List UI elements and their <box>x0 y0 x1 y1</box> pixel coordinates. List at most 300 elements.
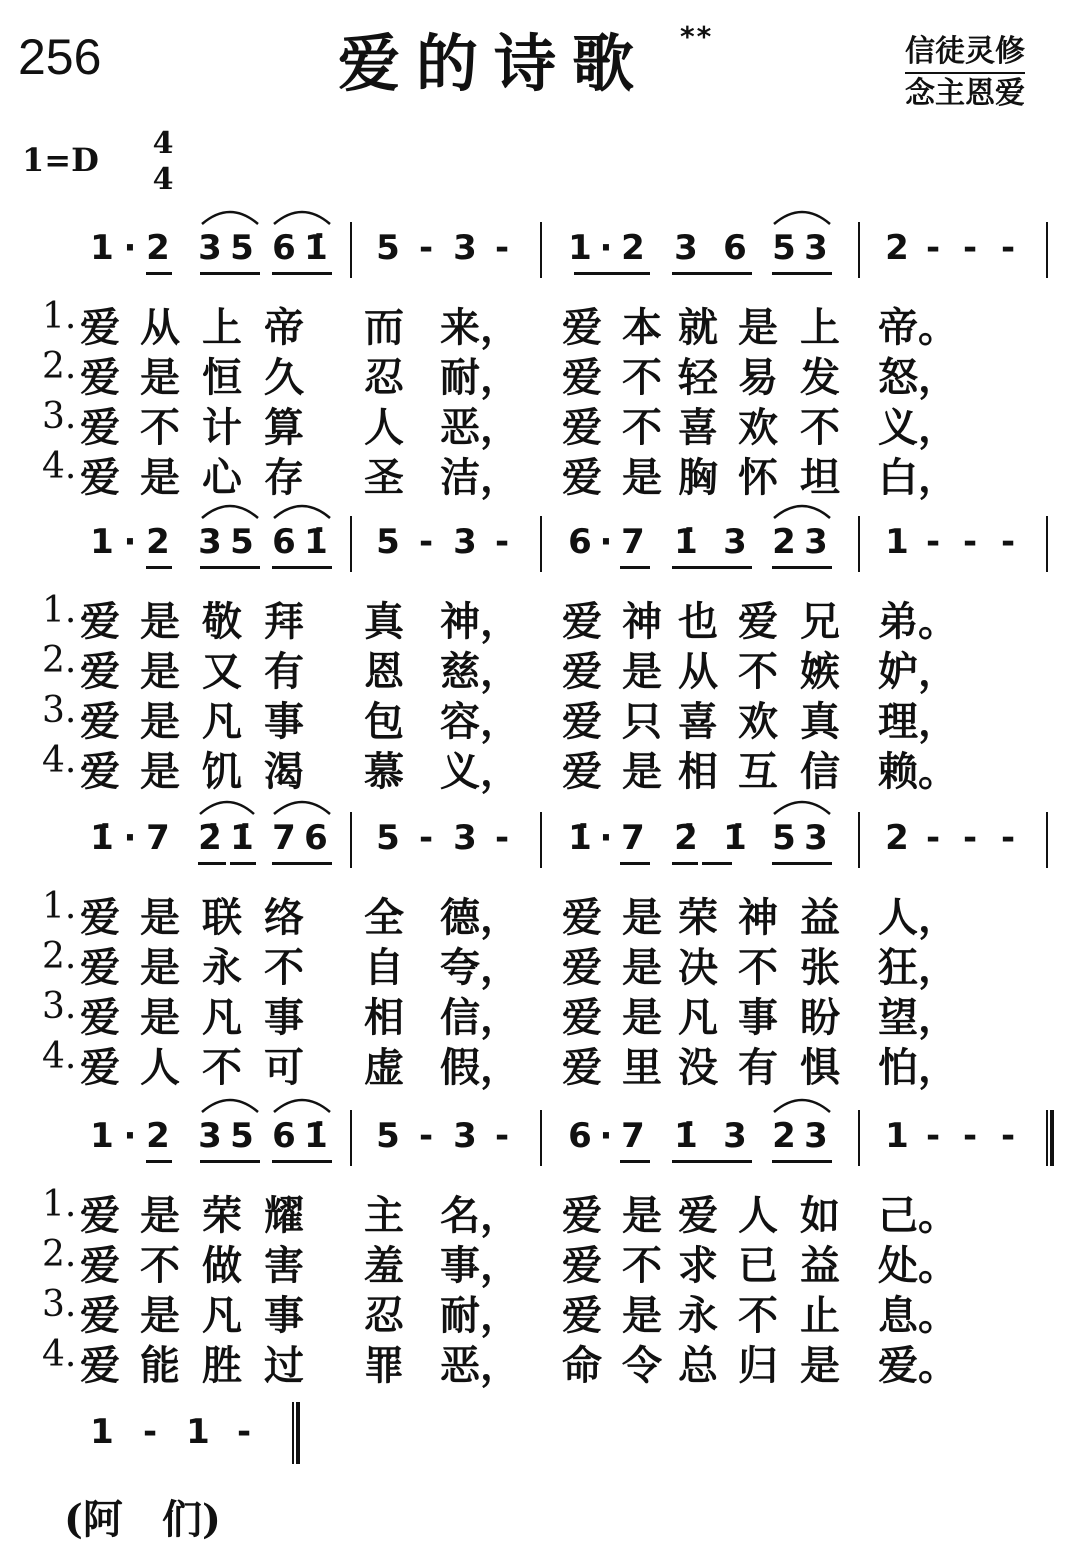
beam-underline <box>702 862 732 865</box>
lyric-syllable: 爱 <box>80 1292 120 1339</box>
lyric-syllable: 不 <box>738 648 778 695</box>
note: 2̇ <box>198 818 222 858</box>
lyric-syllable: 是 <box>800 1342 840 1389</box>
lyric-syllable: 就 <box>678 304 718 351</box>
lyric-syllable: 爱 <box>80 648 120 695</box>
lyric-syllable: 人 <box>140 1044 180 1091</box>
lyric-syllable: 爱 <box>80 1242 120 1289</box>
dot-rhythm: · <box>599 522 613 562</box>
lyric-syllable: 欢 <box>738 404 778 451</box>
lyric-syllable: 是 <box>140 994 180 1041</box>
lyric-syllable: 爱 <box>562 648 602 695</box>
lyric-syllable: 人， <box>878 894 958 941</box>
lyric-syllable: 是 <box>738 304 778 351</box>
lyric-syllable: 恶， <box>440 1342 520 1389</box>
verse-number: 4. <box>42 1334 77 1375</box>
note: 6 <box>723 228 747 268</box>
lyric-syllable: 事 <box>264 698 304 745</box>
dash-extension: - <box>925 522 941 562</box>
lyric-syllable: 息。 <box>878 1292 958 1339</box>
note: 1̇ <box>568 818 592 858</box>
dot-rhythm: · <box>123 1116 137 1156</box>
beam-underline <box>200 272 260 275</box>
lyric-syllable: 弟。 <box>878 598 958 645</box>
lyric-line-verse-1 <box>42 296 1042 351</box>
note: 1̇ <box>230 818 254 858</box>
lyric-syllable: 虚 <box>364 1044 404 1091</box>
lyric-syllable: 真 <box>800 698 840 745</box>
lyric-syllable: 坦 <box>800 454 840 501</box>
verse-number: 2. <box>42 346 77 387</box>
note: 1̇ <box>304 522 328 562</box>
lyric-syllable: 归 <box>738 1342 778 1389</box>
lyric-syllable: 可 <box>264 1044 304 1091</box>
notation-line <box>0 228 1080 298</box>
lyric-syllable: 是 <box>622 748 662 795</box>
note: 3 <box>804 818 828 858</box>
slur-arc <box>272 500 332 520</box>
dash-extension: - <box>962 1116 978 1156</box>
dash-extension: - <box>418 228 434 268</box>
slur-arc <box>772 796 832 816</box>
lyric-syllable: 爱 <box>80 454 120 501</box>
note: 1̇ <box>304 1116 328 1156</box>
slur-arc <box>272 206 332 226</box>
title-footnote-mark: ** <box>680 20 714 53</box>
lyric-syllable: 敬 <box>202 598 242 645</box>
beam-underline <box>672 566 752 569</box>
lyric-syllable: 是 <box>140 944 180 991</box>
lyric-syllable: 不 <box>738 944 778 991</box>
lyric-syllable: 人 <box>738 1192 778 1239</box>
dash-extension: - <box>236 1412 252 1452</box>
lyric-line-verse-2 <box>42 1234 1042 1289</box>
lyric-syllable: 算 <box>264 404 304 451</box>
lyric-line-verse-4 <box>42 1334 1042 1389</box>
lyric-syllable: 怕， <box>878 1044 958 1091</box>
ending-notation <box>0 1412 1080 1482</box>
verse-number: 3. <box>42 1284 77 1325</box>
lyric-syllable: 神， <box>440 598 520 645</box>
note: 3 <box>723 522 747 562</box>
credits <box>905 32 1025 114</box>
beam-underline <box>620 566 650 569</box>
credit-subtitle: 念主恩爱 <box>905 76 1025 111</box>
note: 6 <box>272 1116 296 1156</box>
lyric-syllable: 爱 <box>738 598 778 645</box>
lyric-syllable: 爱 <box>562 598 602 645</box>
lyric-syllable: 己。 <box>878 1192 958 1239</box>
lyric-syllable: 信 <box>800 748 840 795</box>
lyric-syllable: 义， <box>878 404 958 451</box>
beam-underline <box>272 1160 332 1163</box>
beam-underline <box>574 272 650 275</box>
lyric-syllable: 包 <box>364 698 404 745</box>
verse-number: 2. <box>42 936 77 977</box>
lyric-syllable: 帝。 <box>878 304 958 351</box>
dash-extension: - <box>418 1116 434 1156</box>
note: 3 <box>198 522 222 562</box>
lyric-syllable: 不 <box>202 1044 242 1091</box>
dash-extension: - <box>925 818 941 858</box>
lyric-syllable: 求 <box>678 1242 718 1289</box>
lyric-syllable: 有 <box>264 648 304 695</box>
lyric-syllable: 恶， <box>440 404 520 451</box>
lyric-syllable: 怀 <box>738 454 778 501</box>
lyric-syllable: 神 <box>622 598 662 645</box>
note: 5 <box>772 228 796 268</box>
lyric-syllable: 忍 <box>364 1292 404 1339</box>
dash-extension: - <box>142 1412 158 1452</box>
lyric-syllable: 拜 <box>264 598 304 645</box>
barline <box>540 516 542 572</box>
note: 1 <box>90 228 114 268</box>
dash-extension: - <box>1000 818 1016 858</box>
lyric-syllable: 洁， <box>440 454 520 501</box>
lyric-syllable: 本 <box>622 304 662 351</box>
lyric-syllable: 荣 <box>678 894 718 941</box>
lyric-line-verse-3 <box>42 986 1042 1041</box>
lyric-syllable: 全 <box>364 894 404 941</box>
verse-number: 3. <box>42 396 77 437</box>
lyric-syllable: 发 <box>800 354 840 401</box>
lyric-syllable: 轻 <box>678 354 718 401</box>
slur-arc <box>772 500 832 520</box>
beam-underline <box>198 862 226 865</box>
beam-underline <box>272 862 332 865</box>
lyric-syllable: 互 <box>738 748 778 795</box>
dash-extension: - <box>494 818 510 858</box>
dash-extension: - <box>418 522 434 562</box>
barline <box>1046 222 1048 278</box>
lyric-syllable: 也 <box>678 598 718 645</box>
note: 6 <box>272 228 296 268</box>
lyric-syllable: 赖。 <box>878 748 958 795</box>
lyric-syllable: 渴 <box>264 748 304 795</box>
barline <box>858 516 860 572</box>
lyric-syllable: 做 <box>202 1242 242 1289</box>
barline <box>858 812 860 868</box>
lyric-syllable: 是 <box>622 944 662 991</box>
lyric-syllable: 事 <box>738 994 778 1041</box>
dot-rhythm: · <box>599 228 613 268</box>
note: 3 <box>453 522 477 562</box>
lyric-syllable: 是 <box>622 894 662 941</box>
lyric-syllable: 又 <box>202 648 242 695</box>
note: 3 <box>198 1116 222 1156</box>
slur-arc <box>200 500 260 520</box>
beam-underline <box>200 1160 260 1163</box>
beam-underline <box>272 566 332 569</box>
lyric-syllable: 狂， <box>878 944 958 991</box>
note: 1 <box>568 228 592 268</box>
note: 2 <box>146 522 170 562</box>
dot-rhythm: · <box>599 818 613 858</box>
lyric-syllable: 事， <box>440 1242 520 1289</box>
dot-rhythm: · <box>123 228 137 268</box>
lyric-syllable: 耐， <box>440 1292 520 1339</box>
lyric-line-verse-2 <box>42 346 1042 401</box>
note: 2 <box>146 228 170 268</box>
barline <box>540 222 542 278</box>
lyric-syllable: 人 <box>364 404 404 451</box>
beam-underline <box>272 272 332 275</box>
lyric-syllable: 爱 <box>80 598 120 645</box>
note: 5 <box>376 818 400 858</box>
lyric-syllable: 害 <box>264 1242 304 1289</box>
lyric-syllable: 是 <box>140 748 180 795</box>
beam-underline <box>772 1160 832 1163</box>
lyric-syllable: 容， <box>440 698 520 745</box>
note: 2 <box>146 1116 170 1156</box>
lyric-syllable: 主 <box>364 1192 404 1239</box>
lyric-syllable: 凡 <box>678 994 718 1041</box>
note: 2 <box>772 1116 796 1156</box>
lyric-syllable: 是 <box>622 1192 662 1239</box>
note: 1 <box>885 522 909 562</box>
lyric-syllable: 止 <box>800 1292 840 1339</box>
note: 2 <box>772 522 796 562</box>
final-barline <box>1046 1110 1054 1166</box>
lyric-syllable: 胸 <box>678 454 718 501</box>
lyric-syllable: 没 <box>678 1044 718 1091</box>
verse-number: 1. <box>42 296 77 337</box>
lyric-syllable: 相 <box>364 994 404 1041</box>
verse-number: 4. <box>42 446 77 487</box>
lyric-syllable: 自 <box>364 944 404 991</box>
lyric-syllable: 嫉 <box>800 648 840 695</box>
lyric-line-verse-1 <box>42 1184 1042 1239</box>
lyric-syllable: 存 <box>264 454 304 501</box>
dash-extension: - <box>925 1116 941 1156</box>
slur-arc <box>772 1094 832 1114</box>
dash-extension: - <box>1000 1116 1016 1156</box>
lyric-syllable: 羞 <box>364 1242 404 1289</box>
verse-number: 1. <box>42 1184 77 1225</box>
dot-rhythm: · <box>123 818 137 858</box>
beam-underline <box>620 862 650 865</box>
beam-underline <box>146 272 172 275</box>
note: 1̇ <box>674 522 698 562</box>
barline <box>858 222 860 278</box>
lyric-syllable: 易 <box>738 354 778 401</box>
note: 3 <box>198 228 222 268</box>
lyric-syllable: 神 <box>738 894 778 941</box>
lyric-line-verse-4 <box>42 446 1042 501</box>
lyric-syllable: 饥 <box>202 748 242 795</box>
lyric-syllable: 爱 <box>80 354 120 401</box>
lyric-syllable: 爱 <box>562 894 602 941</box>
lyric-syllable: 爱 <box>562 944 602 991</box>
lyric-syllable: 不 <box>622 404 662 451</box>
note: 6 <box>568 522 592 562</box>
lyric-syllable: 爱 <box>80 1342 120 1389</box>
lyric-syllable: 望， <box>878 994 958 1041</box>
lyric-syllable: 爱 <box>562 748 602 795</box>
lyric-syllable: 恒 <box>202 354 242 401</box>
note: 5 <box>230 522 254 562</box>
beam-underline <box>772 862 832 865</box>
note: 5 <box>376 1116 400 1156</box>
dash-extension: - <box>962 522 978 562</box>
lyric-syllable: 命 <box>562 1342 602 1389</box>
lyric-line-verse-3 <box>42 396 1042 451</box>
beam-underline <box>772 566 832 569</box>
hymn-title: 爱的诗歌 <box>338 27 651 100</box>
final-barline <box>292 1402 300 1464</box>
lyric-syllable: 义， <box>440 748 520 795</box>
dash-extension: - <box>1000 522 1016 562</box>
lyric-syllable: 爱 <box>562 354 602 401</box>
lyric-syllable: 已 <box>738 1242 778 1289</box>
lyric-syllable: 是 <box>140 648 180 695</box>
dash-extension: - <box>494 1116 510 1156</box>
lyric-syllable: 凡 <box>202 994 242 1041</box>
lyric-syllable: 是 <box>622 1292 662 1339</box>
notation-line <box>0 818 1080 888</box>
dash-extension: - <box>494 228 510 268</box>
lyric-line-verse-1 <box>42 886 1042 941</box>
lyric-line-verse-4 <box>42 740 1042 795</box>
lyric-line-verse-2 <box>42 936 1042 991</box>
amen-word-2: 们) <box>162 1496 221 1543</box>
lyric-syllable: 耐， <box>440 354 520 401</box>
slur-arc <box>272 1094 332 1114</box>
beam-underline <box>230 862 256 865</box>
lyric-syllable: 不 <box>738 1292 778 1339</box>
lyric-syllable: 如 <box>800 1192 840 1239</box>
lyric-syllable: 是 <box>140 454 180 501</box>
barline <box>1046 516 1048 572</box>
lyric-syllable: 爱 <box>562 304 602 351</box>
lyric-syllable: 是 <box>140 1292 180 1339</box>
note: 7 <box>272 818 296 858</box>
note: 3 <box>453 818 477 858</box>
notation-line <box>0 1116 1080 1186</box>
note: 6 <box>304 818 328 858</box>
lyric-syllable: 爱 <box>562 1044 602 1091</box>
credit-source: 信徒灵修 <box>905 34 1025 69</box>
lyric-syllable: 爱 <box>678 1192 718 1239</box>
beam-underline <box>146 1160 172 1163</box>
barline <box>350 812 352 868</box>
lyric-syllable: 张 <box>800 944 840 991</box>
lyric-line-verse-2 <box>42 640 1042 695</box>
time-signature-top: 4 <box>152 126 174 161</box>
note: 3 <box>804 522 828 562</box>
lyric-syllable: 不 <box>140 1242 180 1289</box>
lyric-syllable: 上 <box>800 304 840 351</box>
lyric-syllable: 而 <box>364 304 404 351</box>
slur-arc <box>772 206 832 226</box>
lyric-syllable: 爱 <box>80 1192 120 1239</box>
lyric-syllable: 帝 <box>264 304 304 351</box>
beam-underline <box>200 566 260 569</box>
verse-number: 2. <box>42 640 77 681</box>
lyric-syllable: 益 <box>800 1242 840 1289</box>
note: 7 <box>621 522 645 562</box>
note: 3 <box>453 228 477 268</box>
lyric-syllable: 不 <box>140 404 180 451</box>
lyric-syllable: 决 <box>678 944 718 991</box>
beam-underline <box>672 862 698 865</box>
lyric-syllable: 爱 <box>80 698 120 745</box>
lyric-syllable: 真 <box>364 598 404 645</box>
note: 7 <box>146 818 170 858</box>
lyric-syllable: 德， <box>440 894 520 941</box>
lyric-syllable: 爱 <box>80 404 120 451</box>
lyric-syllable: 有 <box>738 1044 778 1091</box>
lyric-syllable: 欢 <box>738 698 778 745</box>
lyric-syllable: 爱 <box>562 994 602 1041</box>
lyric-syllable: 上 <box>202 304 242 351</box>
barline <box>1046 812 1048 868</box>
lyric-syllable: 爱 <box>80 304 120 351</box>
barline <box>350 222 352 278</box>
note: 3 <box>723 1116 747 1156</box>
notation-line <box>0 522 1080 592</box>
note: 3 <box>804 1116 828 1156</box>
lyric-syllable: 处。 <box>878 1242 958 1289</box>
hymn-number: 256 <box>18 29 102 85</box>
lyric-syllable: 永 <box>202 944 242 991</box>
lyric-syllable: 心 <box>202 454 242 501</box>
lyric-syllable: 计 <box>202 404 242 451</box>
note: 1̇ <box>304 228 328 268</box>
dot-rhythm: · <box>123 522 137 562</box>
lyric-syllable: 从 <box>678 648 718 695</box>
lyric-syllable: 爱 <box>562 1192 602 1239</box>
lyric-syllable: 久 <box>264 354 304 401</box>
lyric-syllable: 恩 <box>364 648 404 695</box>
lyric-syllable: 慈， <box>440 648 520 695</box>
lyric-syllable: 白， <box>878 454 958 501</box>
note: 5 <box>376 228 400 268</box>
dash-extension: - <box>925 228 941 268</box>
note: 3 <box>674 228 698 268</box>
barline <box>540 812 542 868</box>
note: 2 <box>885 228 909 268</box>
barline <box>540 1110 542 1166</box>
lyric-syllable: 爱 <box>80 994 120 1041</box>
lyric-syllable: 不 <box>622 354 662 401</box>
note: 2̇ <box>674 818 698 858</box>
lyric-syllable: 名， <box>440 1192 520 1239</box>
verse-number: 1. <box>42 590 77 631</box>
lyric-line-verse-3 <box>42 690 1042 745</box>
note: 1̇ <box>723 818 747 858</box>
lyric-syllable: 喜 <box>678 404 718 451</box>
note: 5 <box>230 1116 254 1156</box>
lyric-syllable: 里 <box>622 1044 662 1091</box>
lyric-syllable: 事 <box>264 1292 304 1339</box>
lyric-syllable: 理， <box>878 698 958 745</box>
note: 1 <box>186 1412 210 1452</box>
lyric-syllable: 爱 <box>562 1242 602 1289</box>
lyric-syllable: 胜 <box>202 1342 242 1389</box>
lyric-syllable: 惧 <box>800 1044 840 1091</box>
lyric-syllable: 忍 <box>364 354 404 401</box>
beam-underline <box>672 272 752 275</box>
lyric-syllable: 永 <box>678 1292 718 1339</box>
lyric-syllable: 荣 <box>202 1192 242 1239</box>
lyric-syllable: 妒， <box>878 648 958 695</box>
slur-arc <box>272 796 332 816</box>
note: 6 <box>272 522 296 562</box>
lyric-syllable: 爱 <box>562 454 602 501</box>
beam-underline <box>146 566 172 569</box>
lyric-syllable: 不 <box>264 944 304 991</box>
